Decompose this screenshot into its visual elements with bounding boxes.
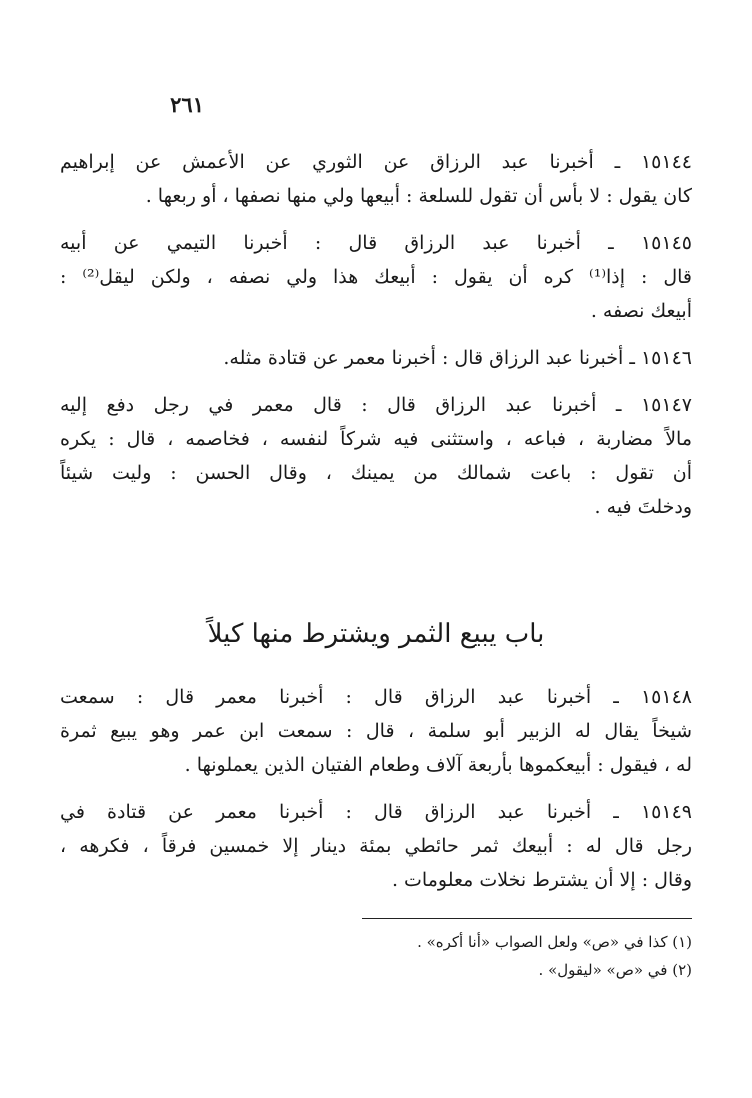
text-line: ١٥١٤٨ ـ أخبرنا عبد الرزاق قال : أخبرنا معمر قال : سمعت <box>60 686 692 708</box>
text-line: له ، فيقول : أبيعكموها بأربعة آلاف وطعام الفتيان الذين يعملونها . <box>184 754 692 776</box>
footnotes <box>152 928 692 984</box>
text-line: شيخاً يقال له الزبير أبو سلمة ، قال : سمعت ابن عمر وهو يبيع ثمرة <box>60 720 692 742</box>
text-line: مالاً مضاربة ، فباعه ، واستثنى فيه شركاً لنفسه ، فخاصمه ، قال : يكره <box>60 428 692 450</box>
hadith-entry <box>60 145 692 213</box>
hadith-entry <box>60 388 692 524</box>
text-line: وقال : إلا أن يشترط نخلات معلومات . <box>391 869 692 891</box>
footnote: (١) كذا في «ص» ولعل الصواب «أنا أكره» . <box>417 933 692 951</box>
text-line: ١٥١٤٦ ـ أخبرنا عبد الرزاق قال : أخبرنا معمر عن قتادة مثله. <box>223 347 692 369</box>
page-number: ٢٦١ <box>170 92 204 117</box>
hadith-list-bottom <box>60 680 692 910</box>
text-line: أن تقول : باعت شمالك من يمينك ، وقال الحسن : وليت شيئاً <box>60 462 692 484</box>
hadith-entry <box>60 341 692 375</box>
hadith-entry <box>60 680 692 782</box>
hadith-entry <box>60 795 692 897</box>
hadith-list-top <box>60 145 692 537</box>
text-line: أبيعك نصفه . <box>590 300 692 322</box>
text-line: ودخلتَ فيه . <box>594 496 692 518</box>
section-heading: باب يبيع الثمر ويشترط منها كيلاً <box>207 619 545 649</box>
text-line: ١٥١٤٩ ـ أخبرنا عبد الرزاق قال : أخبرنا معمر عن قتادة في <box>60 801 692 823</box>
text-line: ١٥١٤٧ ـ أخبرنا عبد الرزاق قال : قال معمر في رجل دفع إليه <box>60 394 692 416</box>
text-line: ١٥١٤٤ ـ أخبرنا عبد الرزاق عن الثوري عن الأعمش عن إبراهيم <box>60 151 692 173</box>
hadith-entry <box>60 226 692 328</box>
text-line: رجل قال له : أبيعك ثمر حائطي بمئة دينار إلا خمسين فرقاً ، فكرهه ، <box>60 835 692 857</box>
text-line: ١٥١٤٥ ـ أخبرنا عبد الرزاق قال : أخبرنا التيمي عن أبيه <box>60 232 692 254</box>
footnote: (٢) في «ص» «ليقول» . <box>538 961 692 979</box>
text-line: كان يقول : لا بأس أن تقول للسلعة : أبيعها ولي منها نصفها ، أو ربعها . <box>145 185 692 207</box>
footnote-divider <box>362 918 692 919</box>
text-line: قال : إذا⁽¹⁾ كره أن يقول : أبيعك هذا ولي نصفه ، ولكن ليقل⁽²⁾ : <box>60 266 692 288</box>
